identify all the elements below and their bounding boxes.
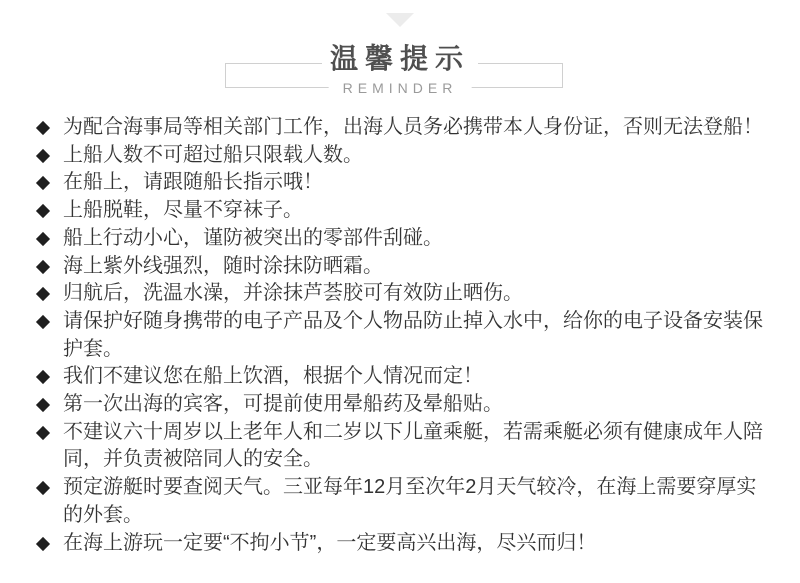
tip-text: 为配合海事局等相关部门工作，出海人员务必携带本人身份证，否则无法登船！ — [63, 116, 763, 138]
tip-text: 请保护好随身携带的电子产品及个人物品防止掉入水中，给你的电子设备安装保护套。 — [63, 309, 763, 360]
header — [0, 0, 800, 114]
diamond-bullet-icon — [36, 287, 50, 301]
diamond-bullet-icon — [36, 259, 50, 273]
tip-text: 上船脱鞋，尽量不穿袜子。 — [63, 199, 303, 222]
tip-text: 不建议六十周岁以上老年人和二岁以下儿童乘艇，若需乘艇必须有健康成年人陪同，并负责被陪同人的安全。 — [63, 420, 763, 471]
tip-text: 在海上游玩一定要“不拘小节”，一定要高兴出海，尽兴而归！ — [63, 531, 597, 554]
diamond-bullet-icon — [36, 204, 50, 218]
diamond-bullet-icon — [36, 176, 50, 190]
list-item — [38, 142, 800, 170]
list-item — [38, 253, 800, 281]
tip-text: 我们不建议您在船上饮酒，根据个人情况而定！ — [63, 365, 483, 388]
tip-text: 第一次出海的宾客，可提前使用晕船药及晕船贴。 — [63, 393, 503, 416]
diamond-bullet-icon — [36, 315, 50, 329]
diamond-bullet-icon — [36, 121, 50, 135]
tip-text: 船上行动小心，谨防被突出的零部件刮碰。 — [63, 226, 443, 249]
list-item — [38, 225, 800, 253]
tip-text: 海上紫外线强烈，随时涂抹防晒霜。 — [63, 254, 383, 277]
list-item — [38, 280, 800, 308]
diamond-bullet-icon — [36, 481, 50, 495]
list-item — [38, 114, 800, 142]
list-item — [38, 474, 800, 529]
tip-text: 归航后，洗温水澡，并涂抹芦荟胶可有效防止晒伤。 — [63, 282, 523, 305]
page-title: 温馨提示 — [322, 44, 478, 73]
list-item — [38, 308, 800, 363]
diamond-bullet-icon — [36, 536, 50, 550]
page-subtitle: REMINDER — [329, 81, 472, 95]
list-item — [38, 391, 800, 419]
list-item — [38, 197, 800, 225]
tips-list — [0, 114, 800, 557]
diamond-bullet-icon — [36, 426, 50, 440]
list-item — [38, 419, 800, 474]
tip-text: 预定游艇时要查阅天气。三亚每年12月至次年2月天气较冷，在海上需要穿厚实的外套。 — [63, 476, 757, 526]
diamond-bullet-icon — [36, 398, 50, 412]
list-item — [38, 363, 800, 391]
diamond-bullet-icon — [36, 149, 50, 163]
diamond-bullet-icon — [36, 370, 50, 384]
tip-text: 上船人数不可超过船只限载人数。 — [63, 143, 363, 166]
list-item — [38, 169, 800, 197]
tip-text: 在船上，请跟随船长指示哦！ — [63, 171, 323, 194]
diamond-bullet-icon — [36, 232, 50, 246]
list-item — [38, 530, 800, 558]
